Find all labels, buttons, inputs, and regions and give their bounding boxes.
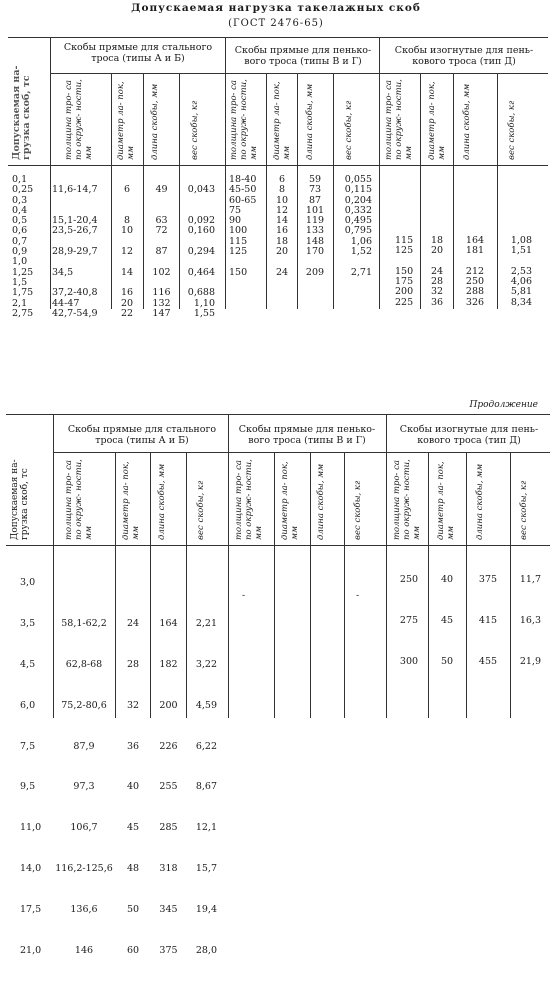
table-cell: 8,67 <box>195 781 217 793</box>
table-cell: 375 <box>159 945 178 957</box>
table-cell: 15,7 <box>195 863 217 875</box>
table-cell: 32 <box>126 699 140 711</box>
table1-header-rule <box>8 165 548 166</box>
table1-vrule <box>143 73 144 309</box>
table-cell: 6,0 <box>20 699 36 711</box>
table2-header-rule <box>6 545 550 546</box>
table1-g3-weight-header: вес скобы, кг <box>507 100 517 160</box>
table-cell: 45 <box>440 614 454 626</box>
table-cell: 14,0 <box>20 863 42 875</box>
table2-group-steel: Скобы прямые для стального троса (типы А и Б) <box>67 424 217 446</box>
table2-g2-dash: - <box>356 590 360 601</box>
table-cell: 164 <box>159 617 178 629</box>
table2-g1-pin-header: диаметр ла- пок, мм <box>121 461 141 540</box>
table1-group-steel: Скобы прямые для стального троса (типы А и Б) <box>63 42 213 64</box>
table-cell: 40 <box>440 574 454 585</box>
table-cell: 50 <box>126 904 140 916</box>
table2-g2-thickness-header: толщина тро- са по окруж- ности, мм <box>234 459 264 540</box>
table1-g3-length-values: 164 181 212 250 288 326 <box>465 235 485 308</box>
table1-g1-thickness-header: толщина тро- са по окруж- ности, мм <box>64 79 94 160</box>
table2-group-bent: Скобы изогнутые для пень- кового троса (тип Д) <box>399 424 539 446</box>
table-cell: 182 <box>159 658 178 670</box>
table2-g1-pin-values <box>116 552 150 983</box>
table2-g3-weight-header: вес скобы, кг <box>519 480 529 540</box>
table2-g3-thickness-header: толщина тро- са по окруж- ности, мм <box>392 459 422 540</box>
table-cell <box>187 574 217 593</box>
table1-vrule <box>379 37 380 309</box>
table2-g3-thickness-values <box>392 549 426 694</box>
table1-g3-length-header: длина скобы, мм <box>462 83 472 160</box>
table-cell: 16,3 <box>519 614 541 626</box>
table-cell: 28,0 <box>195 945 217 957</box>
table-cell: 250 <box>399 574 419 585</box>
table2-g3-pin-header: диаметр ла- пок, мм <box>436 461 456 540</box>
table-cell: 106,7 <box>70 822 98 834</box>
table1-g1-weight-header: вес скобы, кг <box>190 100 200 160</box>
table2-load-header: Допускаемая на- грузка скоб, тс <box>10 459 30 540</box>
table2-g2-weight-header: вес скобы, кг <box>353 480 363 540</box>
table2-g3-weight-values <box>511 549 541 694</box>
table1-g1-length-values: 49 63 72 87 102 116 132 147 <box>152 184 171 319</box>
table1-g1-thickness-values: 11,6-14,7 15,1-20,4 23,5-26,7 28,9-29,7 34,5 37,2-40,8 44-47 42,7-54,9 <box>52 184 98 319</box>
table2-g1-length-header: длина скобы, мм <box>157 463 167 540</box>
table1-load-values: 0,1 0,25 0,3 0,4 0,5 0,6 0,7 0,9 1,0 1,25 1,5 1,75 2,1 2,75 <box>12 174 34 319</box>
table-cell: 375 <box>478 574 498 585</box>
table-cell: 19,4 <box>195 904 217 916</box>
table-cell: 40 <box>126 781 140 793</box>
table-cell: 146 <box>74 945 94 957</box>
table1-g2-thickness-header: толщина тро- са по окруж- ности, мм <box>229 79 259 160</box>
table1-vrule <box>50 37 51 309</box>
table-cell <box>116 574 150 593</box>
table1-g2-weight-header: вес скобы, кг <box>344 100 354 160</box>
table1-g2-length-values: 59 73 87 101 119 133 148 170 209 <box>305 174 325 278</box>
table-cell: 21,0 <box>20 945 42 957</box>
table1-g2-thickness-values: 18-40 45-50 60-65 75 90 100 115 125 150 <box>229 174 257 278</box>
table-cell: 11,7 <box>519 574 541 585</box>
table1-g2-pin-values: 6 8 10 12 14 16 18 20 24 <box>275 174 289 278</box>
table-cell <box>151 574 186 593</box>
table1-vrule <box>225 37 226 309</box>
table-cell: 45 <box>126 822 140 834</box>
table1-g3-pin-header: диаметр ла- пок, мм <box>427 81 447 160</box>
table-cell: 17,5 <box>20 904 42 916</box>
table1-group-hemp: Скобы прямые для пенько- вого троса (типы В и Г) <box>234 45 372 67</box>
table-cell: 9,5 <box>20 781 36 793</box>
table1-g1-pin-values: 6 8 10 12 14 16 20 22 <box>120 184 134 319</box>
table-cell: 300 <box>399 655 419 667</box>
table1-g1-weight-values: 0,043 0,092 0,160 0,294 0,464 0,688 1,10 1,55 <box>187 184 215 319</box>
table1-group-rule <box>50 73 548 74</box>
table1-load-header: Допускаемая на- грузка скоб, тс <box>11 65 32 160</box>
table-cell: 345 <box>159 904 178 916</box>
table2-g3-pin-values <box>429 549 465 694</box>
table-cell: 136,6 <box>70 904 98 916</box>
table-cell: 255 <box>159 781 178 793</box>
table-cell: 12,1 <box>195 822 217 834</box>
table-cell: 7,5 <box>20 740 36 752</box>
table2-g3-length-header: длина скобы, мм <box>475 463 485 540</box>
document-subtitle: (ГОСТ 2476-65) <box>228 18 324 29</box>
table-cell: 87,9 <box>73 740 95 752</box>
table-cell: 28 <box>126 658 140 670</box>
table2-group-rule <box>53 452 550 453</box>
table-cell: 60 <box>126 945 140 957</box>
table-cell: 3,22 <box>195 658 217 670</box>
table1-g3-pin-values: 18 20 24 28 32 36 <box>430 235 444 308</box>
table-cell: 226 <box>159 740 178 752</box>
table-cell: 318 <box>159 863 178 875</box>
table-cell: 4,59 <box>195 699 217 711</box>
table-cell: 24 <box>126 617 140 629</box>
table2-vrule <box>344 452 345 718</box>
table-cell: 97,3 <box>73 781 95 793</box>
table2-g2-length-header: длина скобы, мм <box>316 463 326 540</box>
table2-g2-dash: - <box>242 590 246 601</box>
table-cell: 2,21 <box>195 617 217 629</box>
table2-g1-weight-header: вес скобы, кг <box>196 480 206 540</box>
table2-vrule <box>386 414 387 718</box>
table2-g2-pin-header: диаметр ла- пок, мм <box>280 461 300 540</box>
table-cell: 200 <box>159 699 178 711</box>
table2-g1-thickness-values <box>54 552 114 983</box>
document-title: Допускаемая нагрузка такелажных скоб <box>131 2 421 14</box>
table1-top-rule <box>8 37 548 38</box>
table1-g1-pin-header: диаметр ла- пок, мм <box>116 81 136 160</box>
table-cell: 58,1-62,2 <box>61 617 107 629</box>
table1-g1-length-header: длина скобы, мм <box>150 83 160 160</box>
table2-g1-weight-values <box>187 552 217 983</box>
table-cell: 75,2-80,6 <box>61 699 107 711</box>
table2-vrule <box>274 452 275 718</box>
table1-g3-thickness-header: толщина тро- са по окруж- ности, мм <box>384 79 414 160</box>
table-cell: 62,8-68 <box>65 658 103 670</box>
table-cell: 11,0 <box>20 822 42 834</box>
table1-group-bent: Скобы изогнутые для пень- кового троса (тип Д) <box>394 45 534 67</box>
table1-g3-thickness-values: 115 125 150 175 200 225 <box>395 235 414 308</box>
table1-g2-weight-values: 0,055 0,115 0,204 0,332 0,495 0,795 1,06 1,52 2,71 <box>344 174 372 278</box>
table-cell: 50 <box>440 655 454 667</box>
table2-vrule <box>310 452 311 718</box>
table-cell: 3,5 <box>20 617 36 629</box>
table1-g2-pin-header: диаметр ла- пок, мм <box>272 81 292 160</box>
table2-top-rule <box>6 414 550 415</box>
table1-g3-weight-values: 1,08 1,51 2,53 4,06 5,81 8,34 <box>510 235 532 308</box>
table-cell: 275 <box>399 614 419 626</box>
table-cell: 415 <box>478 614 498 626</box>
table1-g2-length-header: длина скобы, мм <box>305 83 315 160</box>
table-cell: 36 <box>126 740 140 752</box>
table-cell: 3,0 <box>20 577 36 588</box>
table-cell: 285 <box>159 822 178 834</box>
table2-load-values <box>20 552 50 983</box>
continuation-label: Продолжение <box>469 400 538 410</box>
table2-vrule <box>228 414 229 718</box>
table-cell: 4,5 <box>20 658 36 670</box>
table-cell: 116,2-125,6 <box>55 863 113 875</box>
table-cell: 6,22 <box>195 740 217 752</box>
table2-group-hemp: Скобы прямые для пенько- вого троса (типы В и Г) <box>238 424 376 446</box>
table-cell: 48 <box>126 863 140 875</box>
table2-g1-thickness-header: толщина тро- са по окруж- ности, мм <box>64 459 94 540</box>
table-cell <box>54 574 114 593</box>
table-cell: 21,9 <box>519 655 541 667</box>
table2-g1-length-values <box>151 552 186 983</box>
table-cell: 455 <box>478 655 498 667</box>
table2-g3-length-values <box>467 549 509 694</box>
